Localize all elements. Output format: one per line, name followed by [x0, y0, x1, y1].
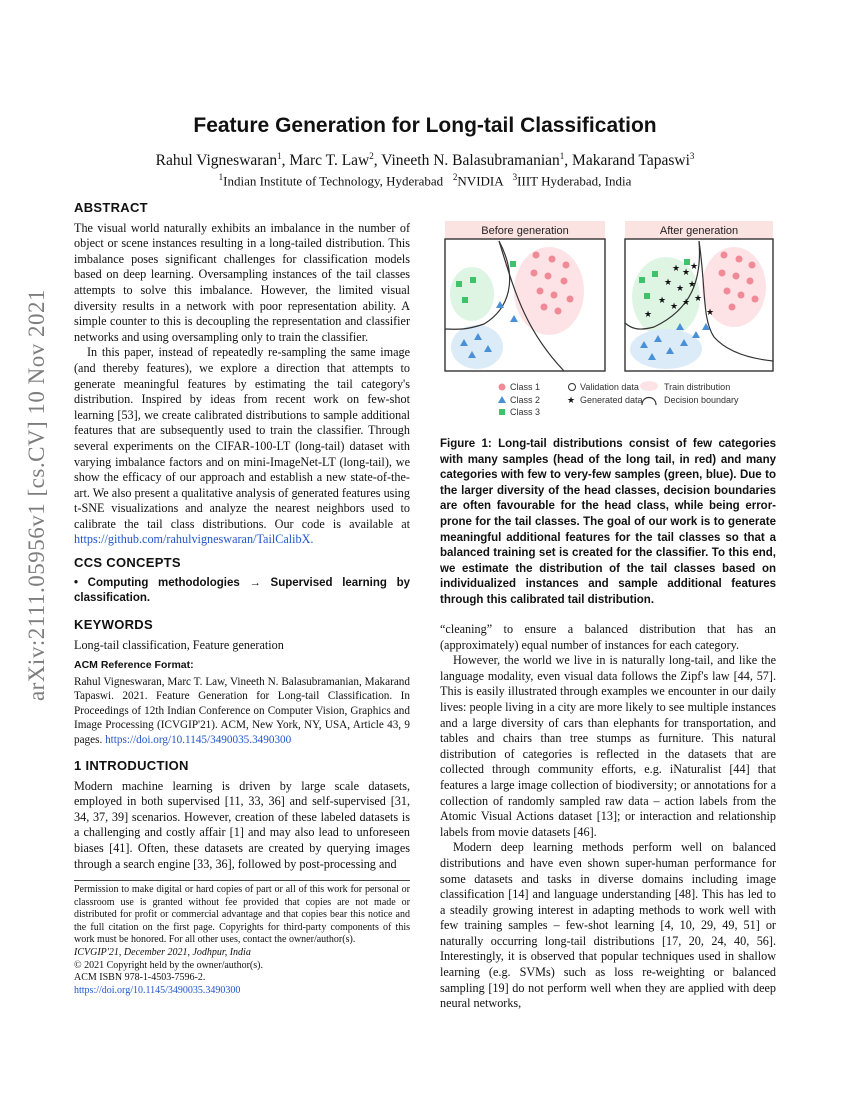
abstract-heading: ABSTRACT: [74, 200, 148, 215]
right-p2: However, the world we live in is naturally long-tail, and like the language modality, even visual data follows the Zipf's law [44, 57]. This is easily illustrated through examples we encounter in our daily lives: people living in a city are more likely to see multiple instances and a large diversity of cars than elephants for transportation, and tables and chairs than tree stumps as furniture. This natural distribution of categories is reflected in the datasets that are collected through community efforts, e.g. iNaturalist [44] that features a large image collection of biodiversity; or annotations for a collection of randomly sampled raw data – action labels from the Atomic Visual Actions dataset [13]; or interaction and relationship labels from movie datasets [46].: [440, 653, 776, 839]
intro-section: [74, 758, 410, 872]
svg-text:★: ★: [670, 302, 679, 312]
legend-generated: Generated data: [580, 395, 643, 405]
svg-text:★: ★: [664, 278, 673, 288]
permission-block: [74, 884, 410, 997]
svg-text:★: ★: [682, 298, 691, 308]
legend-class2-marker: [498, 396, 506, 403]
legend-generated-marker: ★: [567, 396, 576, 406]
svg-text:★: ★: [658, 296, 667, 306]
abstract-section: [74, 200, 410, 548]
panel-before-title: Before generation: [481, 225, 569, 237]
author-list: Rahul Vigneswaran$^1$, Marc T. Law$^2$, Vineeth N. Balasubramanian$^1$, Makarand Tapaswi$^3$: [155, 151, 695, 170]
class2-dist-before: [451, 325, 503, 369]
right-p3: Modern deep learning methods perform well on balanced distributions and have even shown super-human performance for some datasets and tasks in diverse domains including image classification [14] and language understanding [48]. This has led to a steadily growing interest in adapting methods to work well with few training samples – few-shot learning [4, 10, 29, 49, 51] or naturally occurring long-tail distributions [17, 20, 24, 40, 56]. Interestingly, it is observed that popular techniques used in shallow learning (e.g. SVMs) such as loss re-weighting or balanced sampling [19] do not perform well when they are applied with deep neural networks,: [440, 840, 776, 1011]
legend-boundary: Decision boundary: [664, 395, 739, 405]
legend-validation-marker: [569, 384, 576, 391]
right-p1: “cleaning” to ensure a balanced distribution that has an (approximately) equal number of instances for each category.: [440, 622, 776, 652]
svg-text:★: ★: [688, 280, 697, 290]
ccs-heading: CCS CONCEPTS: [74, 555, 181, 570]
svg-text:★: ★: [676, 284, 685, 294]
permission-text: Permission to make digital or hard copies of part or all of this work for personal or classroom use is granted without fee provided that copies are not made or distributed for profit or commercial advantage and that copies bear this notice and the full citation on the first page. Copyrights for third-party components of this work must be honored. For all other uses, contact the owner/author(s).: [74, 884, 410, 946]
legend-train-dist: Train distribution: [664, 382, 731, 392]
legend-validation: Validation data: [580, 382, 639, 392]
intro-right-column: [440, 622, 776, 1012]
venue-line: ICVGIP'21, December 2021, Jodhpur, India: [74, 946, 251, 958]
footnote-rule: [74, 880, 410, 881]
acm-ref-text: Rahul Vigneswaran, Marc T. Law, Vineeth N. Balasubramanian, Makarand Tapaswi. 2021. Feature Generation for Long-tail Classification. In Proceedings of 12th Indian Conference on Computer Vision, Graphics and Image Processing (ICVGIP'21). ACM, New York, NY, USA, Article 43, 9 pages.: [74, 675, 410, 746]
ccs-text: • Computing methodologies → Supervised learning by classification.: [74, 576, 410, 605]
intro-heading: 1 INTRODUCTION: [74, 758, 189, 773]
legend-train-dist-marker: [640, 381, 658, 391]
panel-after: [625, 221, 773, 371]
abstract-p2: In this paper, instead of repeatedly re-sampling the same image (and thereby features), we explore a direction that attempts to generate meaningful features by estimating the tail category's distribution. Inspired by ideas from recent work on few-shot learning [53], we create calibrated distributions to sample additional features that are subsequently used to train the classifier. Through several experiments on the CIFAR-100-LT (long-tail) dataset with varying imbalance factors and on mini-ImageNet-LT (long-tail), we show the efficacy of our approach and establish a new state-of-the-art. We also present a qualitative analysis of generated features using t-SNE visualizations and analyze the nearest neighbors used to calibrate the tail class distributions. Our code is available at https://github.com/rahulvigneswaran/TailCalibX.: [74, 345, 410, 547]
svg-text:★: ★: [644, 310, 653, 320]
figure-legend: [498, 381, 739, 415]
permission-doi[interactable]: https://doi.org/10.1145/3490035.3490300: [74, 984, 241, 996]
acm-reference: [74, 658, 410, 748]
svg-text:★: ★: [706, 308, 715, 318]
legend-class1-marker: [499, 384, 506, 391]
affiliations: $^1$Indian Institute of Technology, Hyderabad $^2$NVIDIA $^3$IIIT Hyderabad, India: [218, 172, 632, 189]
paper-title: Feature Generation for Long-tail Classification: [193, 114, 657, 137]
panel-before: [445, 221, 605, 371]
keywords-text: Long-tail classification, Feature generation: [74, 637, 284, 652]
ccs-section: [74, 555, 410, 607]
svg-text:★: ★: [690, 262, 699, 272]
intro-text: Modern machine learning is driven by large scale datasets, employed in both supervised [11, 33, 36] and self-supervised [31, 34, 37, 39] scenarios. However, creation of these labeled datasets is a challenging and costly affair [1] and may also lead to unforeseen biases [41]. Often, these datasets are created by querying images through a search engine [33, 36], followed by post-processing and: [74, 778, 410, 871]
keywords-section: [74, 617, 410, 653]
acm-ref-heading: ACM Reference Format:: [74, 659, 194, 671]
figure-1-graphic: [444, 219, 774, 415]
acm-ref-doi[interactable]: https://doi.org/10.1145/3490035.3490300: [105, 733, 292, 746]
legend-class1: Class 1: [510, 382, 541, 392]
legend-class3: Class 3: [510, 407, 541, 415]
svg-text:★: ★: [694, 294, 703, 304]
class3-dist-before: [450, 267, 494, 321]
figure-1-caption: Figure 1: Long-tail distributions consist of few categories with many samples (head of the long tail, in red) and many categories with few to very-few samples (green, blue). Due to the larger diversity of the head classes, decision boundaries are often favourable for the head class, while being error-prone for the tail classes. The goal of our work is to generate meaningful additional features for the tail classes so that a balanced training set is created for the classifier. To this end, we estimate the distribution of the tail classes based on individualized instances and sample additional features through this calibrated tail distribution.: [440, 438, 776, 606]
svg-text:★: ★: [682, 268, 691, 278]
figure-1: [444, 219, 774, 415]
panel-after-title: After generation: [659, 225, 739, 237]
code-link[interactable]: https://github.com/rahulvigneswaran/TailCalibX.: [74, 532, 314, 547]
class2-dist-after: [630, 329, 702, 369]
abstract-p1: The visual world naturally exhibits an imbalance in the number of object or scene instances resulting in a long-tailed distribution. This imbalance poses significant challenges for classification models based on deep learning. Oversampling instances of the tail classes attempts to solve this imbalance. However, the limited visual diversity results in a network with poor representation ability. A simple counter to this is decoupling the representation and classifier networks and using oversampling only to train the classifier.: [74, 220, 410, 344]
svg-text:★: ★: [672, 264, 681, 274]
isbn-line: ACM ISBN 978-1-4503-7596-2.: [74, 972, 206, 984]
arxiv-stamp: arXiv:2111.05956v1 [cs.CV] 10 Nov 2021: [24, 288, 49, 702]
copyright-line: © 2021 Copyright held by the owner/author(s).: [74, 959, 263, 971]
keywords-heading: KEYWORDS: [74, 617, 153, 632]
legend-class2: Class 2: [510, 395, 541, 405]
legend-class3-marker: [499, 409, 505, 415]
legend-boundary-marker: [642, 398, 656, 406]
